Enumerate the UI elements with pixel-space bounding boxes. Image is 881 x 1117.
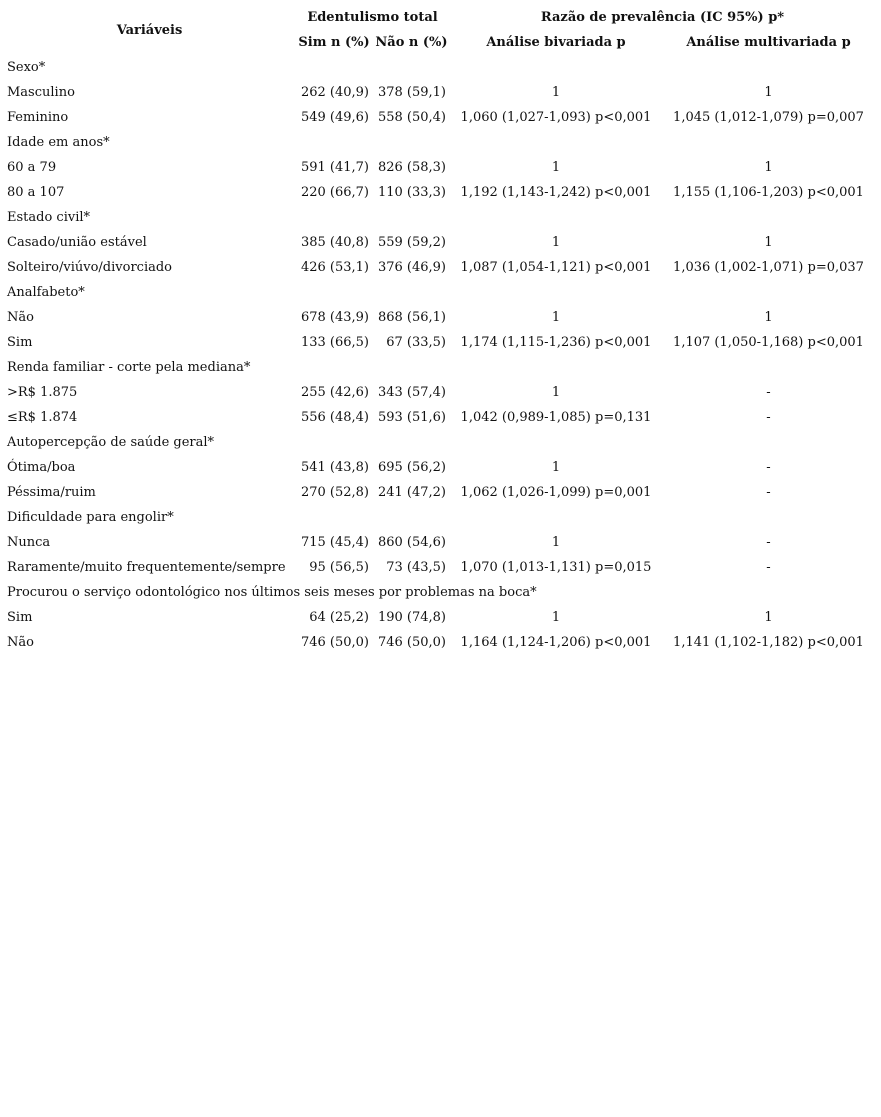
multivariada-value: 1 [764,310,773,325]
table-row [4,230,875,255]
header-edentulismo: Edentulismo total [307,10,438,25]
bivariada-value: 1 [551,610,561,625]
nao-value: 826 (58,3) [377,160,446,175]
sim-value: 64 (25,2) [309,610,369,625]
nao-value: 378 (59,1) [377,85,446,100]
multivariada-value: - [766,560,771,575]
nao-value: 67 (33,5) [386,335,446,350]
nao-value: 695 (56,2) [377,460,446,475]
bivariada-value: 1,087 (1,054-1,121) p<0,001 [460,260,652,275]
multivariada-value: 1,045 (1,012-1,079) p=0,007 [673,110,864,125]
variable-label: 80 a 107 [7,185,65,200]
multivariada-value: 1 [764,610,773,625]
variable-label: Sim [7,610,33,625]
bivariada-value: 1 [551,535,561,550]
header-variaveis: Variáveis [116,22,183,38]
header-sim: Sim n (%) [298,35,370,50]
group-row [4,355,875,380]
group-label: Sexo* [7,60,46,75]
nao-value: 593 (51,6) [377,410,446,425]
table-row [4,530,875,555]
group-row [4,280,875,305]
nao-value: 343 (57,4) [377,385,446,400]
group-label: Autopercepção de saúde geral* [7,435,215,450]
bivariada-value: 1 [551,460,561,475]
multivariada-value: 1 [764,160,773,175]
variable-label: Masculino [7,85,75,100]
table-row [4,305,875,330]
bivariada-value: 1 [551,160,561,175]
header-multivariada: Análise multivariada p [686,35,851,50]
variable-label: 60 a 79 [7,160,57,175]
nao-value: 558 (50,4) [377,110,446,125]
multivariada-value: 1 [764,235,773,250]
sim-value: 591 (41,7) [300,160,369,175]
group-row [4,505,875,530]
table-row [4,480,875,505]
variable-label: Ótima/boa [7,460,76,475]
bivariada-value: 1 [551,85,561,100]
sim-value: 746 (50,0) [300,635,369,650]
variable-label: Nunca [7,535,51,550]
multivariada-value: 1,141 (1,102-1,182) p<0,001 [673,635,864,650]
results-table [4,5,875,655]
variable-label: Sim [7,335,33,350]
nao-value: 190 (74,8) [377,610,446,625]
sim-value: 549 (49,6) [300,110,369,125]
header-razao: Razão de prevalência (IC 95%) p* [540,10,785,25]
group-row [4,55,875,80]
nao-value: 746 (50,0) [377,635,446,650]
header-bivariada: Análise bivariada p [486,35,626,50]
table-row [4,180,875,205]
table-row [4,405,875,430]
header-nao: Não n (%) [375,35,448,50]
table-row [4,455,875,480]
multivariada-value: 1,036 (1,002-1,071) p=0,037 [673,260,864,275]
bivariada-value: 1,042 (0,989-1,085) p=0,131 [460,410,652,425]
bivariada-value: 1 [551,235,561,250]
nao-value: 110 (33,3) [377,185,446,200]
table-header [4,5,875,55]
table-row [4,605,875,630]
multivariada-value: 1 [764,85,773,100]
group-row [4,430,875,455]
group-row [4,580,875,605]
table-row [4,155,875,180]
sim-value: 541 (43,8) [300,460,369,475]
variable-label: Não [7,310,34,325]
sim-value: 556 (48,4) [300,410,369,425]
group-label: Analfabeto* [7,285,85,300]
sim-value: 262 (40,9) [300,85,369,100]
multivariada-value: - [766,410,771,425]
bivariada-value: 1,164 (1,124-1,206) p<0,001 [460,635,652,650]
multivariada-value: 1,107 (1,050-1,168) p<0,001 [673,335,864,350]
group-row [4,130,875,155]
variable-label: Não [7,635,34,650]
multivariada-value: - [766,460,771,475]
group-row [4,205,875,230]
variable-label: Péssima/ruim [7,485,96,500]
table-row [4,105,875,130]
table-row [4,80,875,105]
nao-value: 868 (56,1) [377,310,446,325]
nao-value: 241 (47,2) [377,485,446,500]
table-row [4,555,875,580]
table-row [4,330,875,355]
nao-value: 376 (46,9) [377,260,446,275]
table-body [4,55,875,655]
table-row [4,255,875,280]
sim-value: 715 (45,4) [300,535,369,550]
variable-label: >R$ 1.875 [7,385,78,400]
bivariada-value: 1 [551,385,561,400]
variable-label: Casado/união estável [7,235,147,250]
sim-value: 220 (66,7) [300,185,369,200]
sim-value: 270 (52,8) [300,485,369,500]
sim-value: 255 (42,6) [300,385,369,400]
variable-label: Feminino [7,110,69,125]
group-label: Idade em anos* [7,135,110,150]
multivariada-value: - [766,385,771,400]
group-label: Dificuldade para engolir* [7,510,174,525]
table-row [4,380,875,405]
table-row [4,630,875,655]
group-label: Estado civil* [7,210,91,225]
sim-value: 426 (53,1) [300,260,369,275]
bivariada-value: 1,174 (1,115-1,236) p<0,001 [460,335,652,350]
multivariada-value: 1,155 (1,106-1,203) p<0,001 [673,185,864,200]
group-label: Procurou o serviço odontológico nos últimos seis meses por problemas na boca* [7,585,537,600]
sim-value: 95 (56,5) [309,560,369,575]
sim-value: 133 (66,5) [300,335,369,350]
bivariada-value: 1,192 (1,143-1,242) p<0,001 [460,185,652,200]
bivariada-value: 1,060 (1,027-1,093) p<0,001 [460,110,652,125]
variable-label: Solteiro/viúvo/divorciado [7,260,173,275]
bivariada-value: 1 [551,310,561,325]
sim-value: 385 (40,8) [300,235,369,250]
sim-value: 678 (43,9) [300,310,369,325]
multivariada-value: - [766,485,771,500]
nao-value: 73 (43,5) [386,560,446,575]
group-label: Renda familiar - corte pela mediana* [7,360,251,375]
bivariada-value: 1,062 (1,026-1,099) p=0,001 [460,485,652,500]
multivariada-value: - [766,535,771,550]
nao-value: 860 (54,6) [377,535,446,550]
variable-label: Raramente/muito frequentemente/sempre [7,560,286,575]
nao-value: 559 (59,2) [377,235,446,250]
bivariada-value: 1,070 (1,013-1,131) p=0,015 [460,560,652,575]
variable-label: ≤R$ 1.874 [7,410,78,425]
